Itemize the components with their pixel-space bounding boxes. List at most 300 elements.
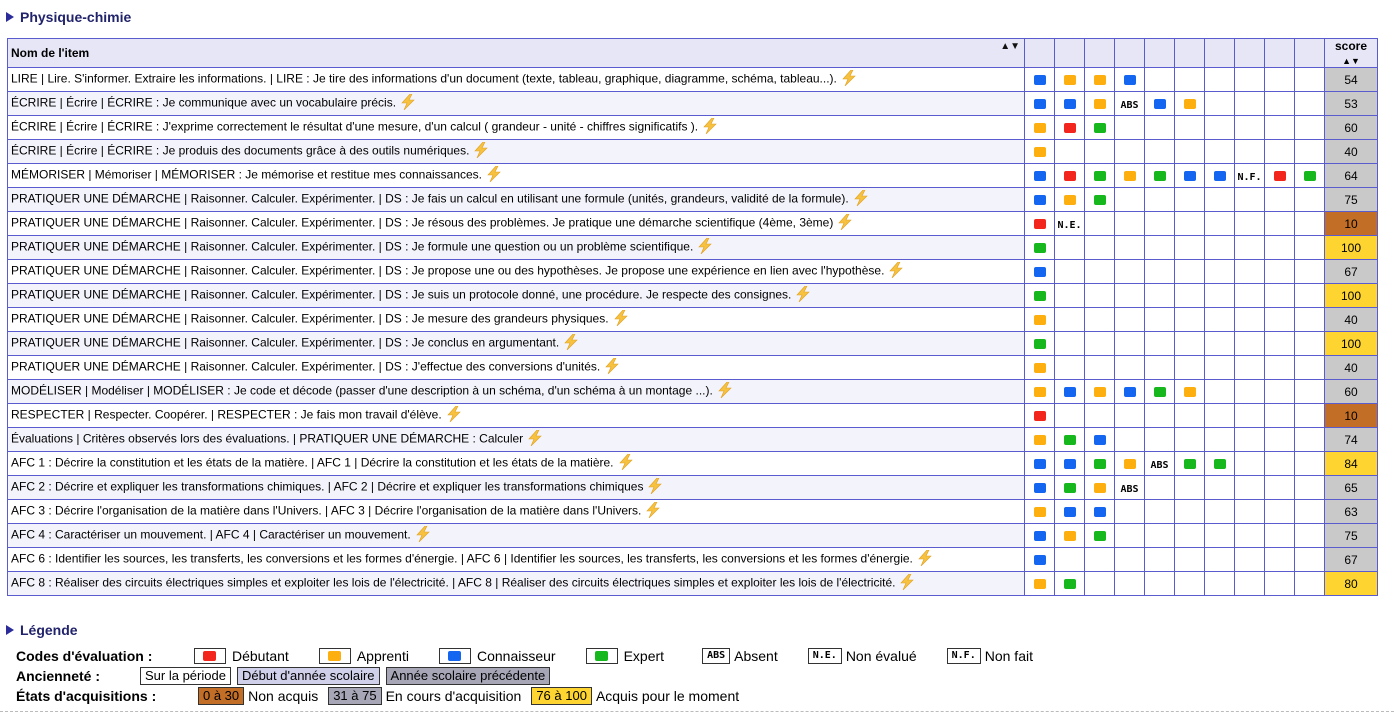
eval-cell	[1295, 476, 1325, 500]
eval-cell	[1295, 284, 1325, 308]
item-name-cell	[8, 572, 1025, 596]
item-name-cell	[8, 260, 1025, 284]
eval-code[interactable]: N.F.	[1237, 171, 1262, 183]
eval-cell	[1235, 68, 1265, 92]
code-label: Connaisseur	[476, 648, 556, 664]
score-cell	[1325, 332, 1378, 356]
item-name-cell	[8, 356, 1025, 380]
green-eval-marker[interactable]	[1064, 579, 1076, 589]
column-header-name[interactable]: Nom de l'item ▲▼	[8, 39, 1025, 68]
expand-triangle-icon[interactable]	[6, 625, 14, 635]
orange-eval-marker[interactable]	[1034, 507, 1046, 517]
orange-eval-marker[interactable]	[1034, 147, 1046, 157]
lightning-icon[interactable]	[644, 502, 662, 521]
red-eval-marker[interactable]	[1064, 171, 1076, 181]
eval-cell	[1205, 308, 1235, 332]
period-start-year: Début d'année scolaire	[237, 667, 380, 685]
eval-cell	[1235, 140, 1265, 164]
score-value: 80	[1344, 576, 1358, 591]
eval-cell	[1205, 476, 1235, 500]
score-value: 63	[1344, 504, 1358, 519]
blue-eval-marker[interactable]	[1034, 555, 1046, 565]
table-row	[8, 572, 1378, 596]
blue-eval-marker[interactable]	[1034, 459, 1046, 469]
nf-label: Non fait	[984, 648, 1033, 664]
eval-code[interactable]: N.E.	[1057, 219, 1082, 231]
eval-cell	[1085, 164, 1115, 188]
item-name: AFC 2 : Décrire et expliquer les transformations chimiques. | AFC 2 | Décrire et expliquer les transformations chimiques	[11, 479, 644, 494]
legend-codes-row	[16, 646, 1033, 666]
score-cell	[1325, 92, 1378, 116]
blue-eval-marker[interactable]	[1034, 99, 1046, 109]
blue-eval-marker[interactable]	[1124, 387, 1136, 397]
item-name-cell	[8, 140, 1025, 164]
blue-eval-marker[interactable]	[1034, 171, 1046, 181]
orange-eval-marker[interactable]	[1064, 75, 1076, 85]
eval-cell	[1085, 92, 1115, 116]
eval-cell	[1295, 548, 1325, 572]
column-header-eval	[1145, 39, 1175, 68]
eval-cell	[1175, 212, 1205, 236]
eval-cell	[1235, 164, 1265, 188]
eval-cell	[1265, 236, 1295, 260]
score-value: 100	[1340, 336, 1362, 351]
lightning-icon[interactable]	[916, 550, 934, 569]
table-row	[8, 260, 1378, 284]
orange-eval-marker[interactable]	[1034, 579, 1046, 589]
eval-cell	[1175, 452, 1205, 476]
item-name: AFC 8 : Réaliser des circuits électriques simples et exploiter les lois de l'électricité. | AFC 8 | Réaliser des circuits électriques simples et exploiter les lois de l'électricité.	[11, 575, 896, 590]
eval-cell	[1145, 140, 1175, 164]
eval-cell	[1115, 68, 1145, 92]
score-value: 67	[1344, 264, 1358, 279]
orange-eval-marker[interactable]	[1124, 459, 1136, 469]
eval-cell	[1055, 188, 1085, 212]
eval-cell	[1205, 572, 1235, 596]
lightning-icon[interactable]	[399, 94, 417, 113]
eval-cell	[1265, 260, 1295, 284]
item-name-cell	[8, 92, 1025, 116]
red-eval-marker[interactable]	[1274, 171, 1286, 181]
eval-code[interactable]: ABS	[1120, 99, 1139, 111]
eval-cell	[1055, 164, 1085, 188]
column-header-eval	[1115, 39, 1145, 68]
expand-triangle-icon[interactable]	[6, 12, 14, 22]
score-cell	[1325, 524, 1378, 548]
eval-code[interactable]: ABS	[1150, 459, 1169, 471]
item-name: PRATIQUER UNE DÉMARCHE | Raisonner. Calculer. Expérimenter. | DS : Je suis un protocole donné, une procédure. Je respecte des consignes.	[11, 287, 792, 302]
lightning-icon[interactable]	[612, 310, 630, 329]
eval-cell	[1145, 68, 1175, 92]
score-value: 54	[1344, 72, 1358, 87]
score-cell	[1325, 476, 1378, 500]
item-name-cell	[8, 428, 1025, 452]
eval-cell	[1085, 116, 1115, 140]
legend-title: Légende	[6, 621, 78, 639]
green-eval-marker[interactable]	[1094, 459, 1106, 469]
item-name-cell	[8, 236, 1025, 260]
lightning-icon[interactable]	[852, 190, 870, 209]
eval-cell	[1265, 68, 1295, 92]
orange-eval-marker[interactable]	[1034, 123, 1046, 133]
eval-cell	[1295, 212, 1325, 236]
eval-cell	[1205, 284, 1235, 308]
code-label: Expert	[623, 648, 665, 664]
eval-cell	[1025, 92, 1055, 116]
eval-cell	[1265, 356, 1295, 380]
eval-cell	[1025, 332, 1055, 356]
lightning-icon[interactable]	[472, 142, 490, 161]
eval-cell	[1145, 452, 1175, 476]
lightning-icon[interactable]	[716, 382, 734, 401]
score-value: 40	[1344, 312, 1358, 327]
blue-eval-marker[interactable]	[1094, 435, 1106, 445]
eval-cell	[1265, 212, 1295, 236]
eval-cell	[1025, 164, 1055, 188]
table-row	[8, 212, 1378, 236]
eval-cell	[1265, 116, 1295, 140]
eval-cell	[1235, 356, 1265, 380]
eval-cell	[1055, 260, 1085, 284]
eval-cell	[1025, 428, 1055, 452]
blue-eval-marker[interactable]	[1064, 387, 1076, 397]
eval-cell	[1055, 380, 1085, 404]
green-eval-marker[interactable]	[1094, 195, 1106, 205]
blue-eval-marker[interactable]	[1214, 171, 1226, 181]
score-value: 60	[1344, 120, 1358, 135]
score-cell	[1325, 140, 1378, 164]
eval-code[interactable]: ABS	[1120, 483, 1139, 495]
code-label: Débutant	[232, 648, 289, 664]
column-header-eval	[1265, 39, 1295, 68]
orange-eval-marker[interactable]	[1094, 99, 1106, 109]
lightning-icon[interactable]	[701, 118, 719, 137]
lightning-icon[interactable]	[646, 478, 664, 497]
eval-cell	[1205, 500, 1235, 524]
lightning-icon[interactable]	[887, 262, 905, 281]
orange-eval-marker[interactable]	[1184, 387, 1196, 397]
green-eval-marker[interactable]	[1094, 171, 1106, 181]
eval-cell	[1265, 308, 1295, 332]
eval-cell	[1145, 500, 1175, 524]
green-eval-marker[interactable]	[1064, 483, 1076, 493]
orange-eval-marker[interactable]	[1064, 531, 1076, 541]
eval-cell	[1025, 212, 1055, 236]
eval-cell	[1145, 404, 1175, 428]
score-cell	[1325, 260, 1378, 284]
lightning-icon[interactable]	[562, 334, 580, 353]
score-value: 10	[1344, 408, 1358, 423]
eval-cell	[1055, 548, 1085, 572]
abs-code: ABS	[702, 648, 730, 664]
blue-eval-marker[interactable]	[1064, 507, 1076, 517]
blue-eval-marker[interactable]	[1094, 507, 1106, 517]
lightning-icon[interactable]	[794, 286, 812, 305]
lightning-icon[interactable]	[836, 214, 854, 233]
eval-cell	[1175, 92, 1205, 116]
eval-cell	[1235, 572, 1265, 596]
blue-eval-marker[interactable]	[1064, 99, 1076, 109]
orange-eval-marker[interactable]	[1034, 387, 1046, 397]
eval-cell	[1085, 356, 1115, 380]
orange-eval-marker[interactable]	[1034, 315, 1046, 325]
red-eval-marker[interactable]	[1034, 219, 1046, 229]
items-table	[7, 38, 1378, 596]
item-name: LIRE | Lire. S'informer. Extraire les informations. | LIRE : Je tire des informations d'un document (texte, tableau, graphique, diagramme, schéma, tableau...).	[11, 71, 837, 86]
item-name-cell	[8, 476, 1025, 500]
score-cell	[1325, 500, 1378, 524]
item-name-cell	[8, 188, 1025, 212]
eval-cell	[1175, 68, 1205, 92]
sort-arrows-icon[interactable]: ▲▼	[1000, 41, 1020, 52]
eval-cell	[1145, 236, 1175, 260]
eval-cell	[1205, 404, 1235, 428]
divider	[0, 711, 1394, 712]
eval-cell	[1115, 380, 1145, 404]
item-name-cell	[8, 380, 1025, 404]
eval-cell	[1265, 284, 1295, 308]
blue-eval-marker[interactable]	[1124, 75, 1136, 85]
eval-cell	[1025, 236, 1055, 260]
blue-eval-marker[interactable]	[1034, 483, 1046, 493]
eval-cell	[1085, 524, 1115, 548]
eval-cell	[1295, 188, 1325, 212]
eval-cell	[1175, 236, 1205, 260]
etat-range: 31 à 75	[328, 687, 381, 705]
blue-eval-marker[interactable]	[1184, 171, 1196, 181]
table-row	[8, 140, 1378, 164]
eval-cell	[1115, 188, 1145, 212]
eval-cell	[1235, 284, 1265, 308]
eval-cell	[1295, 380, 1325, 404]
eval-cell	[1235, 116, 1265, 140]
eval-cell	[1115, 212, 1145, 236]
eval-cell	[1175, 116, 1205, 140]
eval-cell	[1025, 68, 1055, 92]
eval-cell	[1085, 572, 1115, 596]
eval-cell	[1235, 428, 1265, 452]
eval-cell	[1295, 68, 1325, 92]
eval-cell	[1175, 500, 1205, 524]
eval-cell	[1145, 572, 1175, 596]
eval-cell	[1175, 140, 1205, 164]
green-eval-marker[interactable]	[1214, 459, 1226, 469]
eval-cell	[1115, 164, 1145, 188]
eval-cell	[1085, 404, 1115, 428]
eval-cell	[1025, 404, 1055, 428]
eval-cell	[1115, 548, 1145, 572]
eval-cell	[1055, 68, 1085, 92]
etat-range: 0 à 30	[198, 687, 244, 705]
green-eval-marker[interactable]	[1184, 459, 1196, 469]
lightning-icon[interactable]	[603, 358, 621, 377]
eval-cell	[1085, 476, 1115, 500]
green-eval-marker[interactable]	[1304, 171, 1316, 181]
eval-cell	[1235, 500, 1265, 524]
eval-cell	[1055, 92, 1085, 116]
eval-cell	[1025, 116, 1055, 140]
blue-eval-marker[interactable]	[1034, 531, 1046, 541]
eval-cell	[1115, 476, 1145, 500]
orange-eval-marker[interactable]	[1064, 195, 1076, 205]
eval-cell	[1055, 404, 1085, 428]
eval-cell	[1115, 452, 1145, 476]
eval-cell	[1265, 476, 1295, 500]
green-code-swatch	[586, 648, 618, 664]
green-eval-marker[interactable]	[1034, 243, 1046, 253]
eval-cell	[1025, 572, 1055, 596]
red-code-swatch	[194, 648, 226, 664]
eval-cell	[1235, 476, 1265, 500]
eval-cell	[1115, 308, 1145, 332]
table-row	[8, 164, 1378, 188]
eval-cell	[1235, 332, 1265, 356]
orange-eval-marker[interactable]	[1094, 387, 1106, 397]
red-eval-marker[interactable]	[1064, 123, 1076, 133]
eval-cell	[1055, 308, 1085, 332]
item-name-cell	[8, 332, 1025, 356]
eval-cell	[1055, 356, 1085, 380]
green-eval-marker[interactable]	[1034, 291, 1046, 301]
table-row	[8, 332, 1378, 356]
score-value: 65	[1344, 480, 1358, 495]
eval-cell	[1205, 188, 1235, 212]
eval-cell	[1085, 68, 1115, 92]
blue-eval-marker[interactable]	[1034, 75, 1046, 85]
eval-cell	[1145, 332, 1175, 356]
item-name: AFC 3 : Décrire l'organisation de la matière dans l'Univers. | AFC 3 | Décrire l'organisation de la matière dans l'Univers.	[11, 503, 642, 518]
eval-cell	[1235, 452, 1265, 476]
item-name: RESPECTER | Respecter. Coopérer. | RESPECTER : Je fais mon travail d'élève.	[11, 407, 442, 422]
score-value: 40	[1344, 144, 1358, 159]
column-header-score[interactable]: score ▲▼	[1325, 39, 1378, 68]
lightning-icon[interactable]	[414, 526, 432, 545]
eval-cell	[1295, 140, 1325, 164]
eval-cell	[1295, 404, 1325, 428]
table-row	[8, 524, 1378, 548]
lightning-icon[interactable]	[617, 454, 635, 473]
eval-cell	[1115, 92, 1145, 116]
blue-eval-marker[interactable]	[1064, 459, 1076, 469]
blue-code-swatch	[439, 648, 471, 664]
green-eval-marker[interactable]	[1154, 387, 1166, 397]
eval-cell	[1295, 92, 1325, 116]
sort-arrows-icon[interactable]: ▲▼	[1342, 56, 1360, 66]
orange-eval-marker[interactable]	[1184, 99, 1196, 109]
abs-label: Absent	[734, 648, 778, 664]
orange-eval-marker[interactable]	[1124, 171, 1136, 181]
eval-cell	[1115, 140, 1145, 164]
table-row	[8, 548, 1378, 572]
red-eval-marker[interactable]	[1034, 411, 1046, 421]
legend-etats-label: États d'acquisitions :	[16, 688, 157, 704]
eval-cell	[1265, 452, 1295, 476]
eval-cell	[1205, 116, 1235, 140]
lightning-icon[interactable]	[696, 238, 714, 257]
eval-cell	[1085, 380, 1115, 404]
score-cell	[1325, 380, 1378, 404]
eval-cell	[1175, 404, 1205, 428]
lightning-icon[interactable]	[840, 70, 858, 89]
eval-cell	[1085, 548, 1115, 572]
green-eval-marker[interactable]	[1094, 531, 1106, 541]
score-cell	[1325, 212, 1378, 236]
blue-eval-marker[interactable]	[1034, 195, 1046, 205]
item-name-cell	[8, 452, 1025, 476]
eval-cell	[1055, 524, 1085, 548]
eval-cell	[1145, 92, 1175, 116]
eval-cell	[1025, 356, 1055, 380]
lightning-icon[interactable]	[445, 406, 463, 425]
eval-cell	[1085, 188, 1115, 212]
lightning-icon[interactable]	[526, 430, 544, 449]
item-name: PRATIQUER UNE DÉMARCHE | Raisonner. Calculer. Expérimenter. | DS : Je fais un calcul en utilisant une formule (unités, grandeurs, validité de la formule).	[11, 191, 849, 206]
table-header-row	[8, 39, 1378, 68]
eval-cell	[1175, 572, 1205, 596]
eval-cell	[1115, 116, 1145, 140]
blue-eval-marker[interactable]	[1034, 267, 1046, 277]
green-eval-marker[interactable]	[1034, 339, 1046, 349]
score-cell	[1325, 236, 1378, 260]
table-row	[8, 428, 1378, 452]
item-name-cell	[8, 404, 1025, 428]
eval-cell	[1025, 524, 1055, 548]
eval-cell	[1145, 284, 1175, 308]
column-header-eval	[1085, 39, 1115, 68]
blue-eval-marker[interactable]	[1154, 99, 1166, 109]
eval-cell	[1205, 452, 1235, 476]
score-value: 74	[1344, 432, 1358, 447]
item-name-cell	[8, 284, 1025, 308]
green-eval-marker[interactable]	[1154, 171, 1166, 181]
eval-cell	[1295, 500, 1325, 524]
item-name: MÉMORISER | Mémoriser | MÉMORISER : Je mémorise et restitue mes connaissances.	[11, 167, 483, 182]
eval-cell	[1115, 428, 1145, 452]
eval-cell	[1115, 500, 1145, 524]
eval-cell	[1055, 500, 1085, 524]
orange-eval-marker[interactable]	[1034, 435, 1046, 445]
orange-eval-marker[interactable]	[1094, 483, 1106, 493]
item-name-cell	[8, 164, 1025, 188]
lightning-icon[interactable]	[485, 166, 503, 185]
eval-cell	[1025, 380, 1055, 404]
score-cell	[1325, 164, 1378, 188]
item-name: PRATIQUER UNE DÉMARCHE | Raisonner. Calculer. Expérimenter. | DS : Je résous des problèmes. Je pratique une démarche scientifique (4ème, 3ème)	[11, 215, 834, 230]
score-value: 10	[1344, 216, 1358, 231]
eval-cell	[1115, 236, 1145, 260]
eval-cell	[1145, 356, 1175, 380]
item-name: AFC 6 : Identifier les sources, les transferts, les conversions et les formes d'énergie. | AFC 6 | Identifier les sources, les transferts, les conversions et les formes d'énergie.	[11, 551, 913, 566]
column-header-eval	[1055, 39, 1085, 68]
orange-eval-marker[interactable]	[1034, 363, 1046, 373]
eval-cell	[1235, 212, 1265, 236]
table-row	[8, 356, 1378, 380]
green-eval-marker[interactable]	[1064, 435, 1076, 445]
green-eval-marker[interactable]	[1094, 123, 1106, 133]
eval-cell	[1025, 452, 1055, 476]
orange-eval-marker[interactable]	[1094, 75, 1106, 85]
eval-cell	[1265, 428, 1295, 452]
table-row	[8, 500, 1378, 524]
eval-cell	[1025, 284, 1055, 308]
eval-cell	[1115, 572, 1145, 596]
item-name: PRATIQUER UNE DÉMARCHE | Raisonner. Calculer. Expérimenter. | DS : Je formule une question ou un problème scientifique.	[11, 239, 694, 254]
eval-cell	[1085, 236, 1115, 260]
etat-range: 76 à 100	[531, 687, 592, 705]
eval-cell	[1025, 260, 1055, 284]
lightning-icon[interactable]	[898, 574, 916, 593]
item-name-cell	[8, 68, 1025, 92]
